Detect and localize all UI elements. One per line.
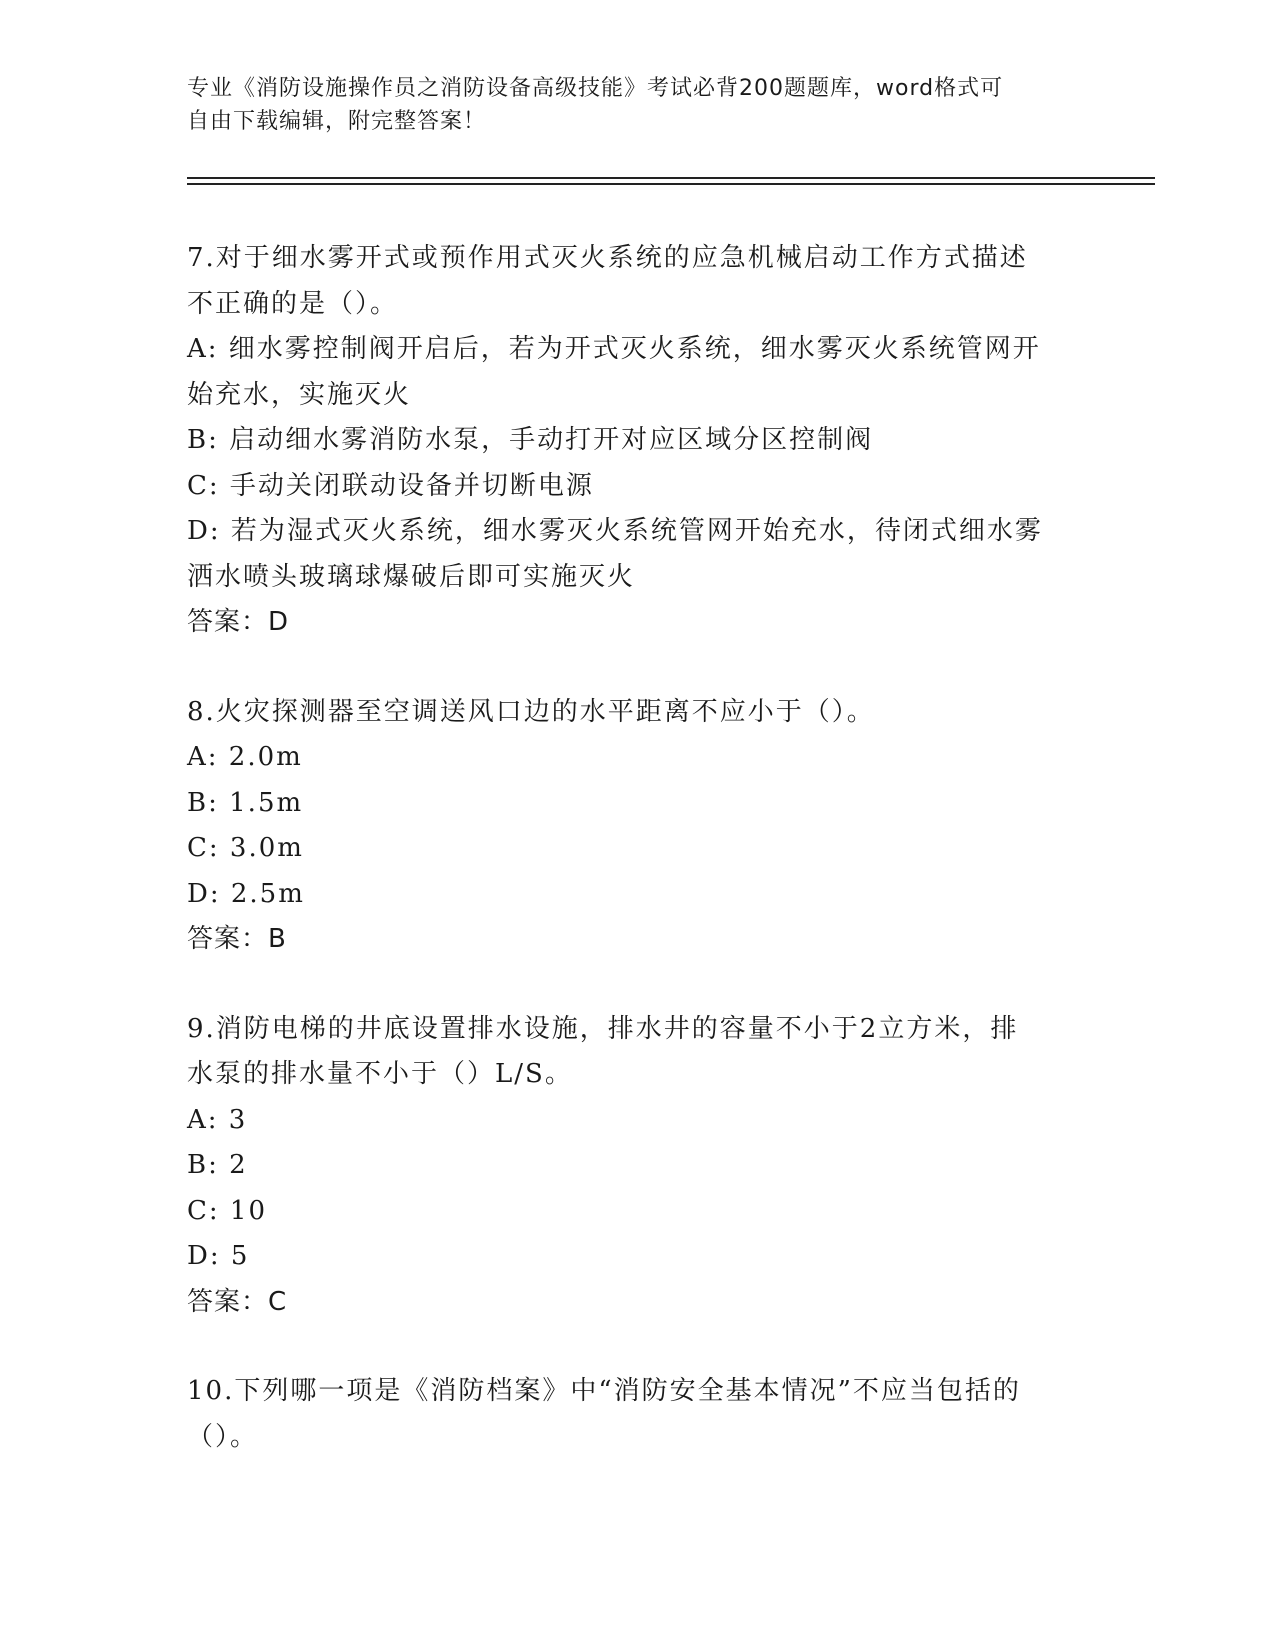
question-stem — [187, 1007, 1087, 1098]
question-stem — [187, 236, 1087, 327]
option-c — [187, 826, 1087, 872]
option-line: B: 2 — [187, 1150, 248, 1180]
option-c — [187, 464, 1087, 510]
option-line: C: 手动关闭联动设备并切断电源 — [187, 470, 594, 501]
option-c — [187, 1189, 1087, 1235]
question-stem-line: 水泵的排水量不小于（）L/S。 — [187, 1059, 573, 1089]
question-stem-line: 9.消防电梯的井底设置排水设施，排水井的容量不小于2立方米，排 — [187, 1013, 1019, 1044]
question-stem — [187, 690, 1087, 736]
question-item — [187, 1369, 1087, 1460]
option-d — [187, 1234, 1087, 1280]
option-d — [187, 872, 1087, 918]
option-a — [187, 1098, 1087, 1144]
question-stem-line: （）。 — [187, 1421, 259, 1452]
question-stem-line: 7.对于细水雾开式或预作用式灭火系统的应急机械启动工作方式描述 — [187, 243, 1028, 273]
answer-label: 答案：D — [187, 607, 290, 637]
option-line: B: 1.5m — [187, 787, 304, 818]
option-line: A: 3 — [187, 1104, 248, 1135]
option-line: A: 细水雾控制阀开启后，若为开式灭火系统，细水雾灭火系统管网开 — [187, 334, 1041, 364]
answer-label: 答案：B — [187, 924, 287, 954]
question-item — [187, 236, 1087, 646]
option-line: B: 启动细水雾消防水泵，手动打开对应区域分区控制阀 — [187, 425, 874, 455]
header-divider — [187, 183, 1155, 185]
option-line: D: 5 — [187, 1241, 250, 1271]
option-line: C: 10 — [187, 1195, 268, 1226]
document-header — [187, 72, 1087, 138]
option-line: D: 若为湿式灭火系统，细水雾灭火系统管网开始充水，待闭式细水雾 — [187, 516, 1043, 546]
option-a — [187, 735, 1087, 781]
option-b — [187, 781, 1087, 827]
option-d — [187, 509, 1087, 600]
header-line: 专业《消防设施操作员之消防设备高级技能》考试必背200题题库，word格式可 — [187, 76, 1004, 101]
option-line: 始充水，实施灭火 — [187, 379, 412, 410]
question-stem-line: 8.火灾探测器至空调送风口边的水平距离不应小于（）。 — [187, 696, 875, 727]
question-item — [187, 1007, 1087, 1326]
option-line: C: 3.0m — [187, 833, 304, 863]
option-line: 洒水喷头玻璃球爆破后即可实施灭火 — [187, 561, 636, 592]
question-stem — [187, 1369, 1087, 1460]
question-list — [187, 236, 1087, 1504]
question-stem-line: 10.下列哪一项是《消防档案》中“消防安全基本情况”不应当包括的 — [187, 1376, 1021, 1406]
option-b — [187, 418, 1087, 464]
question-item — [187, 690, 1087, 963]
header-line: 自由下载编辑，附完整答案！ — [187, 109, 487, 134]
option-line: A: 2.0m — [187, 742, 303, 772]
answer-label: 答案：C — [187, 1286, 288, 1317]
option-a — [187, 327, 1087, 418]
option-b — [187, 1143, 1087, 1189]
option-line: D: 2.5m — [187, 878, 305, 909]
header-divider — [187, 177, 1155, 179]
question-stem-line: 不正确的是（）。 — [187, 288, 399, 319]
